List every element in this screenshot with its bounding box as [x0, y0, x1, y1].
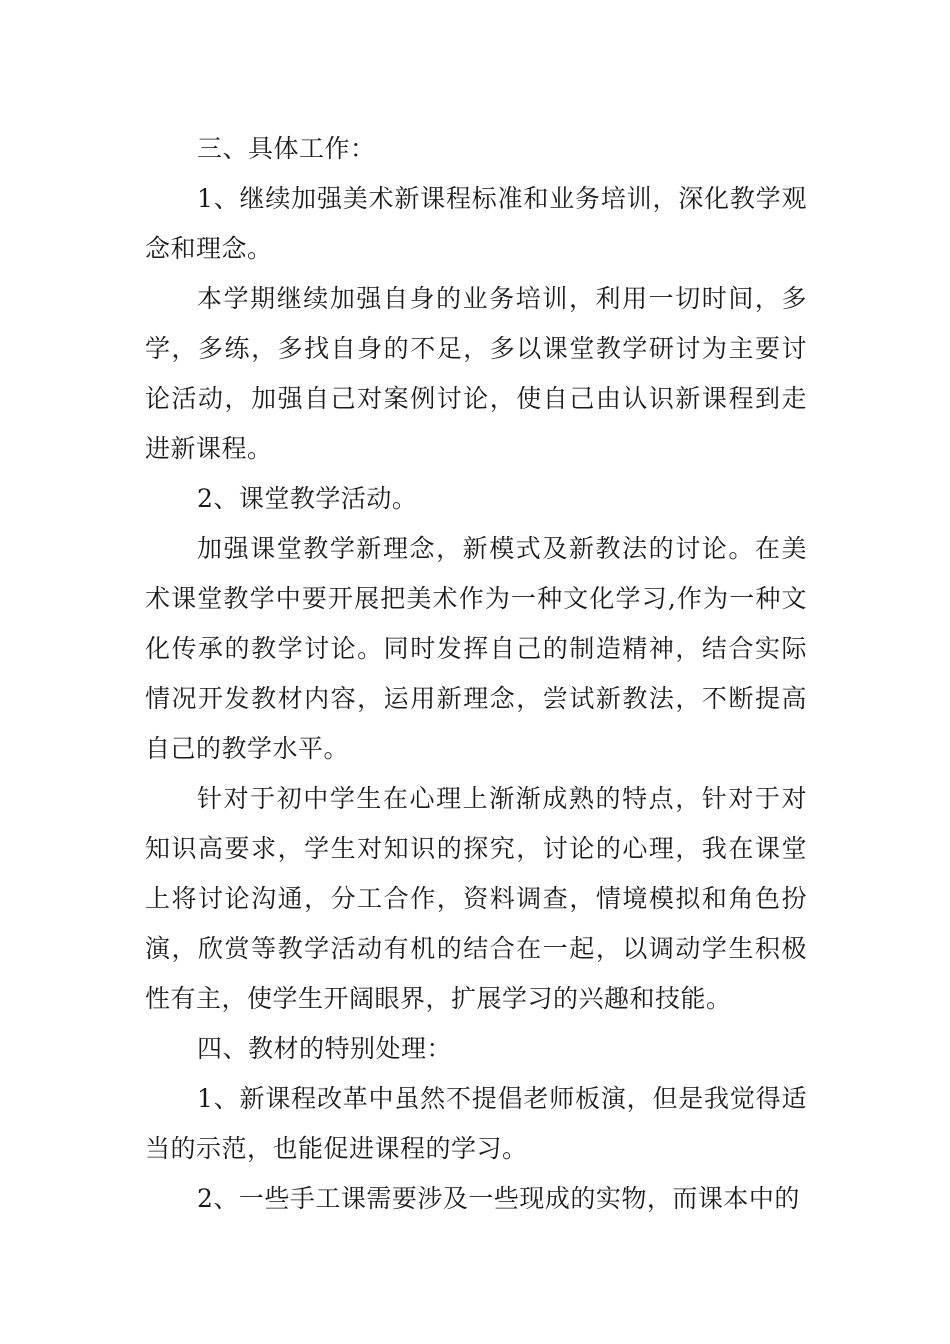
paragraph-training: 本学期继续加强自身的业务培训，利用一切时间，多学，多练，多找自身的不足，多以课堂教学研讨为主要讨论活动，加强自己对案例讨论，使自己由认识新课程到走进新课程。: [145, 284, 807, 463]
paragraph-demo: 1、新课程改革中虽然不提倡老师板演，但是我觉得适当的示范，也能促进课程的学习。: [145, 1084, 807, 1163]
document-body: [145, 124, 807, 1224]
section-heading-textbook: 四、教材的特别处理：: [197, 1034, 453, 1063]
paragraph-item-2: 2、课堂教学活动。: [197, 484, 418, 513]
paragraph-classroom: 加强课堂教学新理念，新模式及新教法的讨论。在美术课堂教学中要开展把美术作为一种文化学习,作为一种文化传承的教学讨论。同时发挥自己的制造精神，结合实际情况开发教材内容，运用新理念，尝试新教法，不断提高自己的教学水平。: [145, 534, 807, 763]
paragraph-handcraft: 2、一些手工课需要涉及一些现成的实物，而课本中的: [197, 1184, 800, 1213]
section-heading-specific-work: 三、具体工作：: [197, 134, 376, 163]
paragraph-item-1: 1、继续加强美术新课程标准和业务培训，深化教学观念和理念。: [145, 184, 807, 263]
paragraph-students: 针对于初中学生在心理上渐渐成熟的特点，针对于对知识高要求，学生对知识的探究，讨论的心理，我在课堂上将讨论沟通，分工合作，资料调查，情境模拟和角色扮演，欣赏等教学活动有机的结合在一起，以调动学生积极性有主，使学生开阔眼界，扩展学习的兴趣和技能。: [145, 784, 807, 1013]
